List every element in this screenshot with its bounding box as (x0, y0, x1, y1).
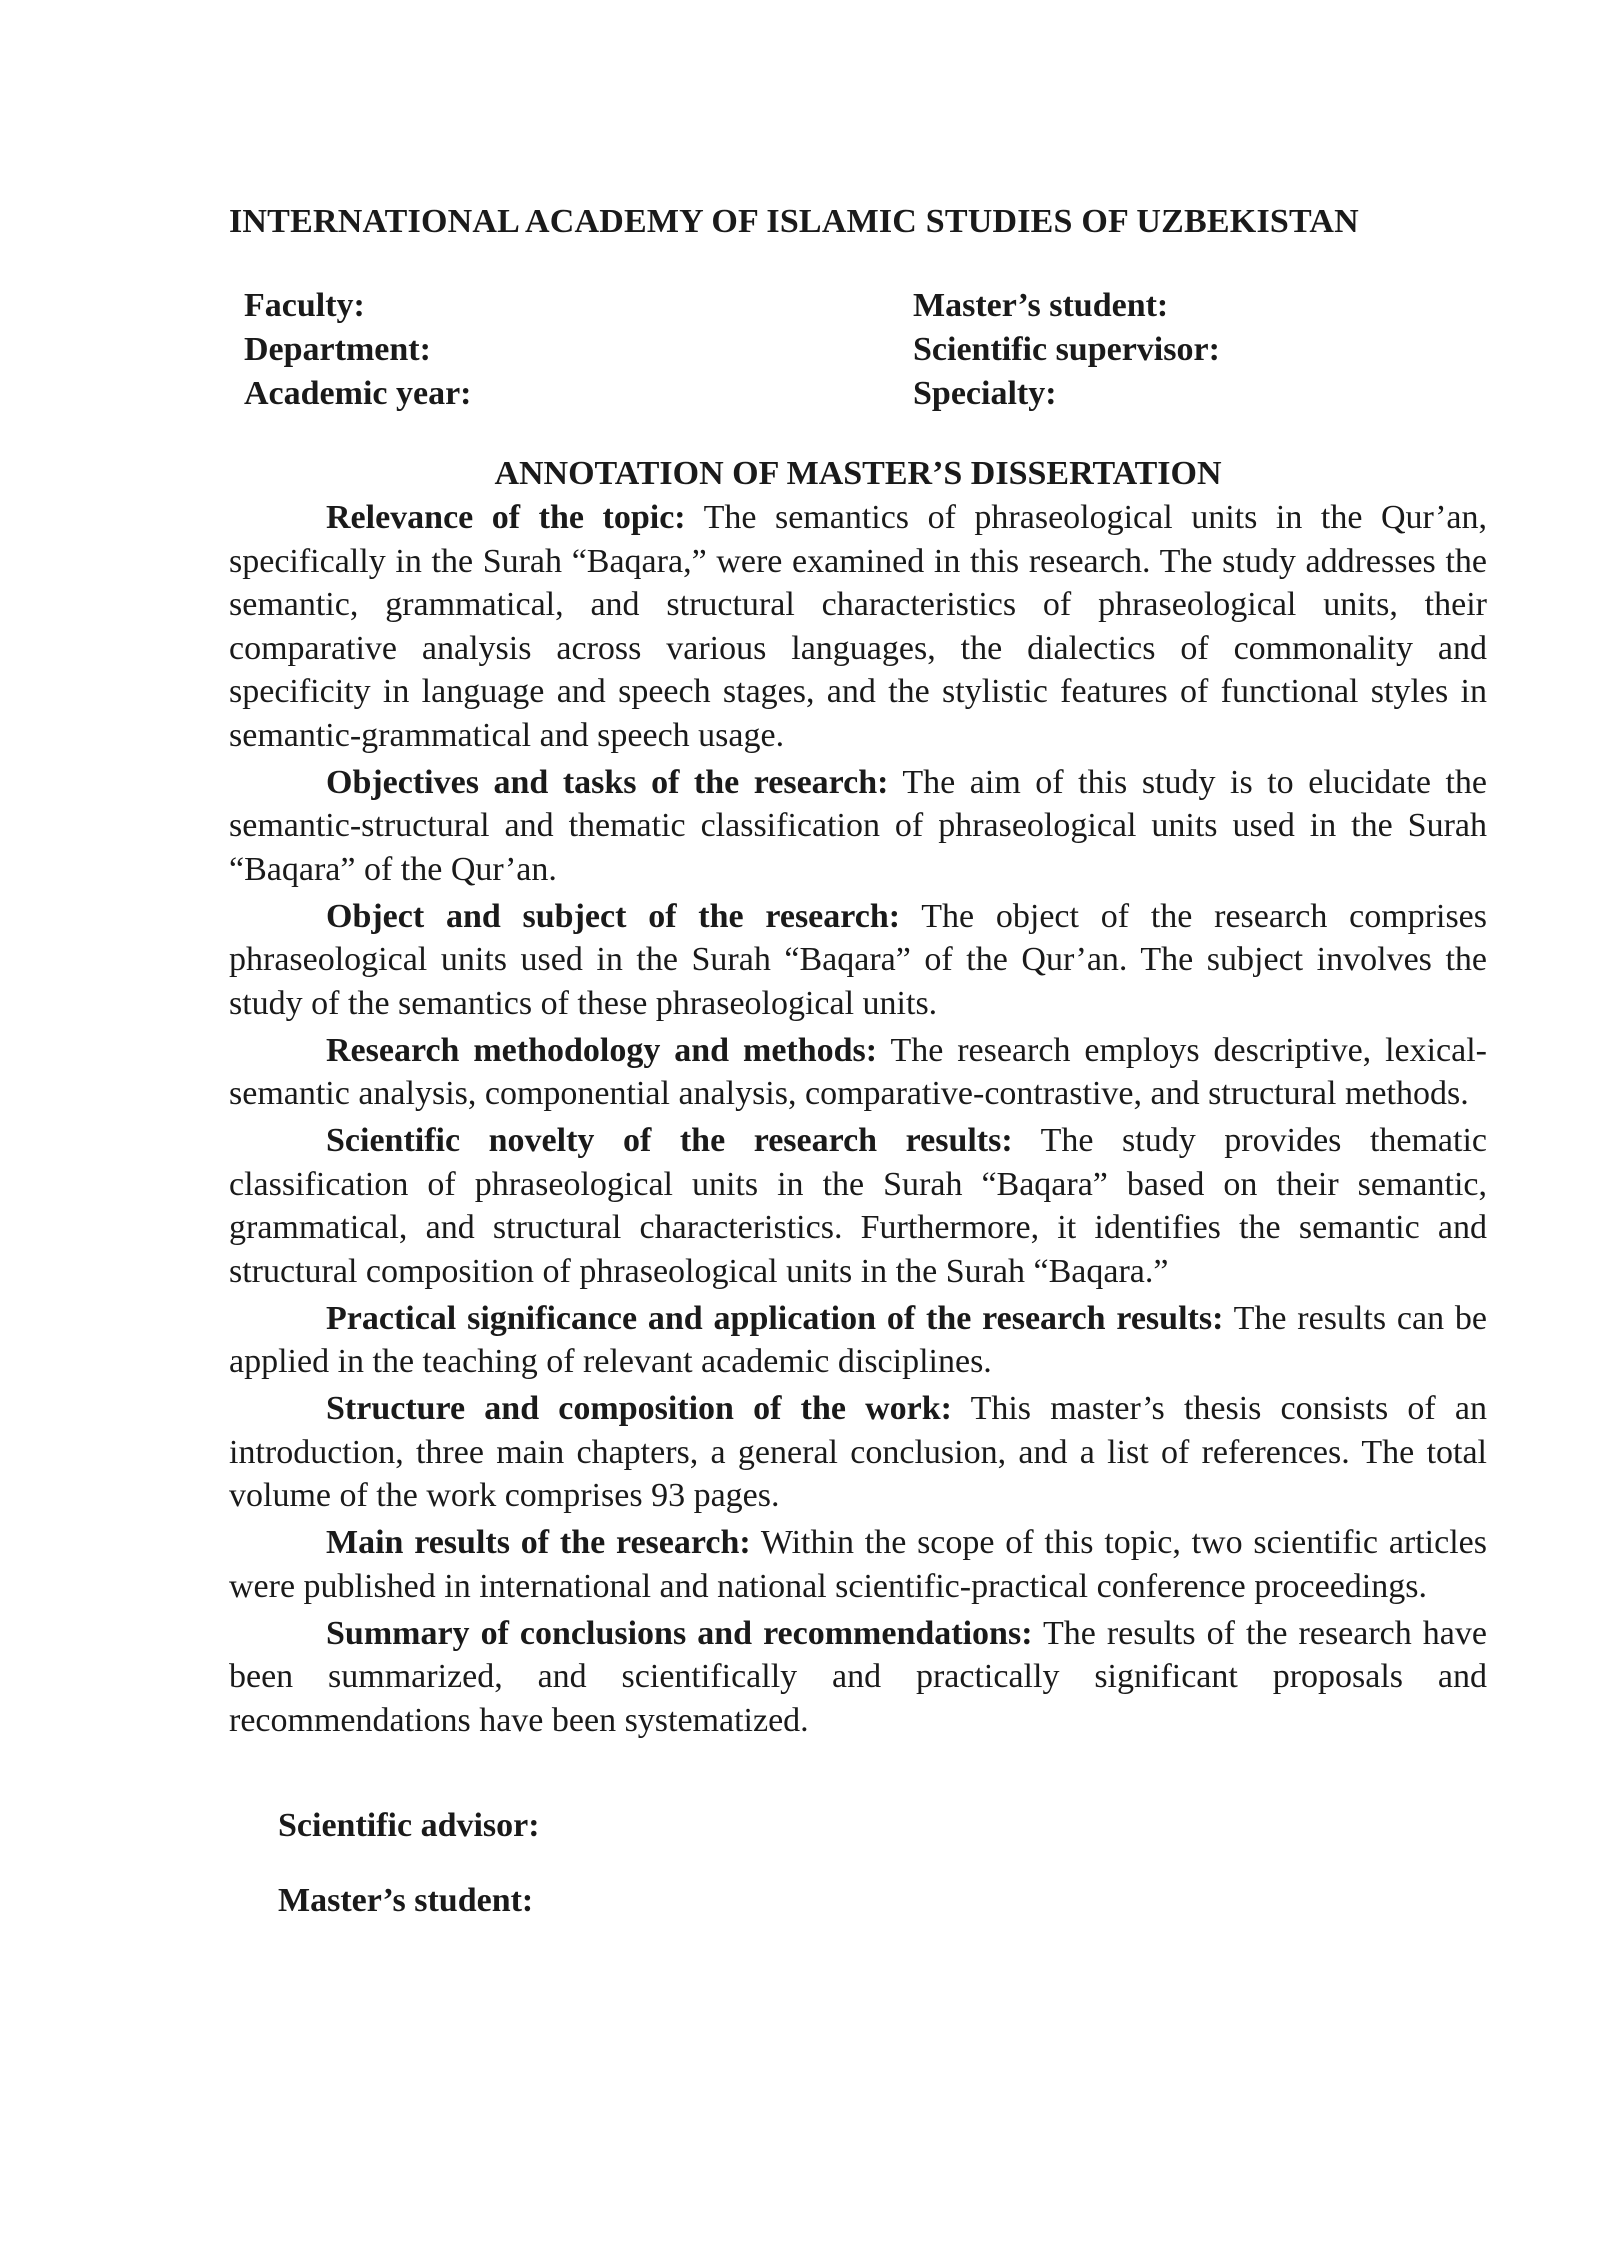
department-label: Department: (244, 331, 431, 368)
section-label: Practical significance and application of the research results: (326, 1299, 1224, 1337)
section-text: The results of the research have been summarized, and scientifically and practically significant proposals and recommendations have been systematized. (229, 1614, 1487, 1739)
section-practical-significance (229, 1297, 1487, 1384)
section-text: The object of the research comprises phraseological units used in the Surah “Baqara” of the Qur’an. The subject involves the study of the semantics of these phraseological units. (229, 897, 1487, 1022)
section-conclusions (229, 1612, 1487, 1743)
section-text: The study provides thematic classification of phraseological units in the Surah “Baqara” based on their semantic, grammatical, and structural characteristics. Furthermore, it identifies the semantic and structural composition of phraseological units in the Surah “Baqara.” (229, 1122, 1488, 1290)
section-label: Object and subject of the research: (326, 897, 901, 935)
section-text: The semantics of phraseological units in the Qur’an, specifically in the Surah “Baqara,” were examined in this research. The study addresses the semantic, grammatical, and structural characteristics of phraseological units, their comparative analysis across various languages, the dialectics of commonality and specificity in language and speech stages, and the stylistic features of functional styles in semantic-grammatical and speech usage. (229, 499, 1488, 754)
section-relevance (229, 496, 1487, 757)
meta-left-column (244, 284, 472, 416)
document-title: ANNOTATION OF MASTER’S DISSERTATION (494, 455, 1222, 492)
section-object-subject (229, 895, 1487, 1026)
faculty-label: Faculty: (244, 287, 365, 324)
section-label: Research methodology and methods: (326, 1031, 878, 1069)
scientific-supervisor-label: Scientific supervisor: (913, 331, 1220, 368)
annotation-sections (229, 496, 1487, 1742)
specialty-label: Specialty: (913, 375, 1057, 412)
masters-student-label: Master’s student: (913, 287, 1169, 324)
section-novelty (229, 1119, 1487, 1293)
meta-right-column (913, 284, 1220, 416)
section-text: The aim of this study is to elucidate the semantic-structural and thematic classification of phraseological units used in the Surah “Baqara” of the Qur’an. (229, 763, 1487, 888)
signature-block (229, 1804, 1487, 1923)
section-label: Relevance of the topic: (326, 499, 686, 536)
section-objectives (229, 761, 1487, 892)
academic-year-label: Academic year: (244, 375, 472, 412)
section-text: This master’s thesis consists of an introduction, three main chapters, a general conclusion, and a list of references. The total volume of the work comprises 93 pages. (229, 1390, 1487, 1514)
dissertation-meta (229, 284, 1487, 424)
document-page (229, 196, 1487, 1954)
section-label: Objectives and tasks of the research: (326, 763, 889, 801)
section-label: Main results of the research: (326, 1524, 751, 1561)
section-main-results (229, 1521, 1487, 1608)
section-label: Scientific novelty of the research results: (326, 1122, 1013, 1159)
scientific-advisor-signature-label: Scientific advisor: (278, 1807, 540, 1844)
section-structure (229, 1387, 1487, 1518)
masters-student-signature-label: Master’s student: (278, 1882, 534, 1919)
section-text: Within the scope of this topic, two scientific articles were published in international and national scientific-practical conference proceedings. (229, 1524, 1487, 1605)
section-text: The results can be applied in the teaching of relevant academic disciplines. (229, 1299, 1487, 1380)
section-label: Summary of conclusions and recommendations: (326, 1614, 1033, 1652)
institution-name: INTERNATIONAL ACADEMY OF ISLAMIC STUDIES OF UZBEKISTAN (229, 203, 1359, 240)
section-text: The research employs descriptive, lexical-semantic analysis, componential analysis, comparative-contrastive, and structural methods. (229, 1031, 1488, 1112)
section-methodology (229, 1029, 1487, 1116)
section-label: Structure and composition of the work: (326, 1390, 953, 1427)
